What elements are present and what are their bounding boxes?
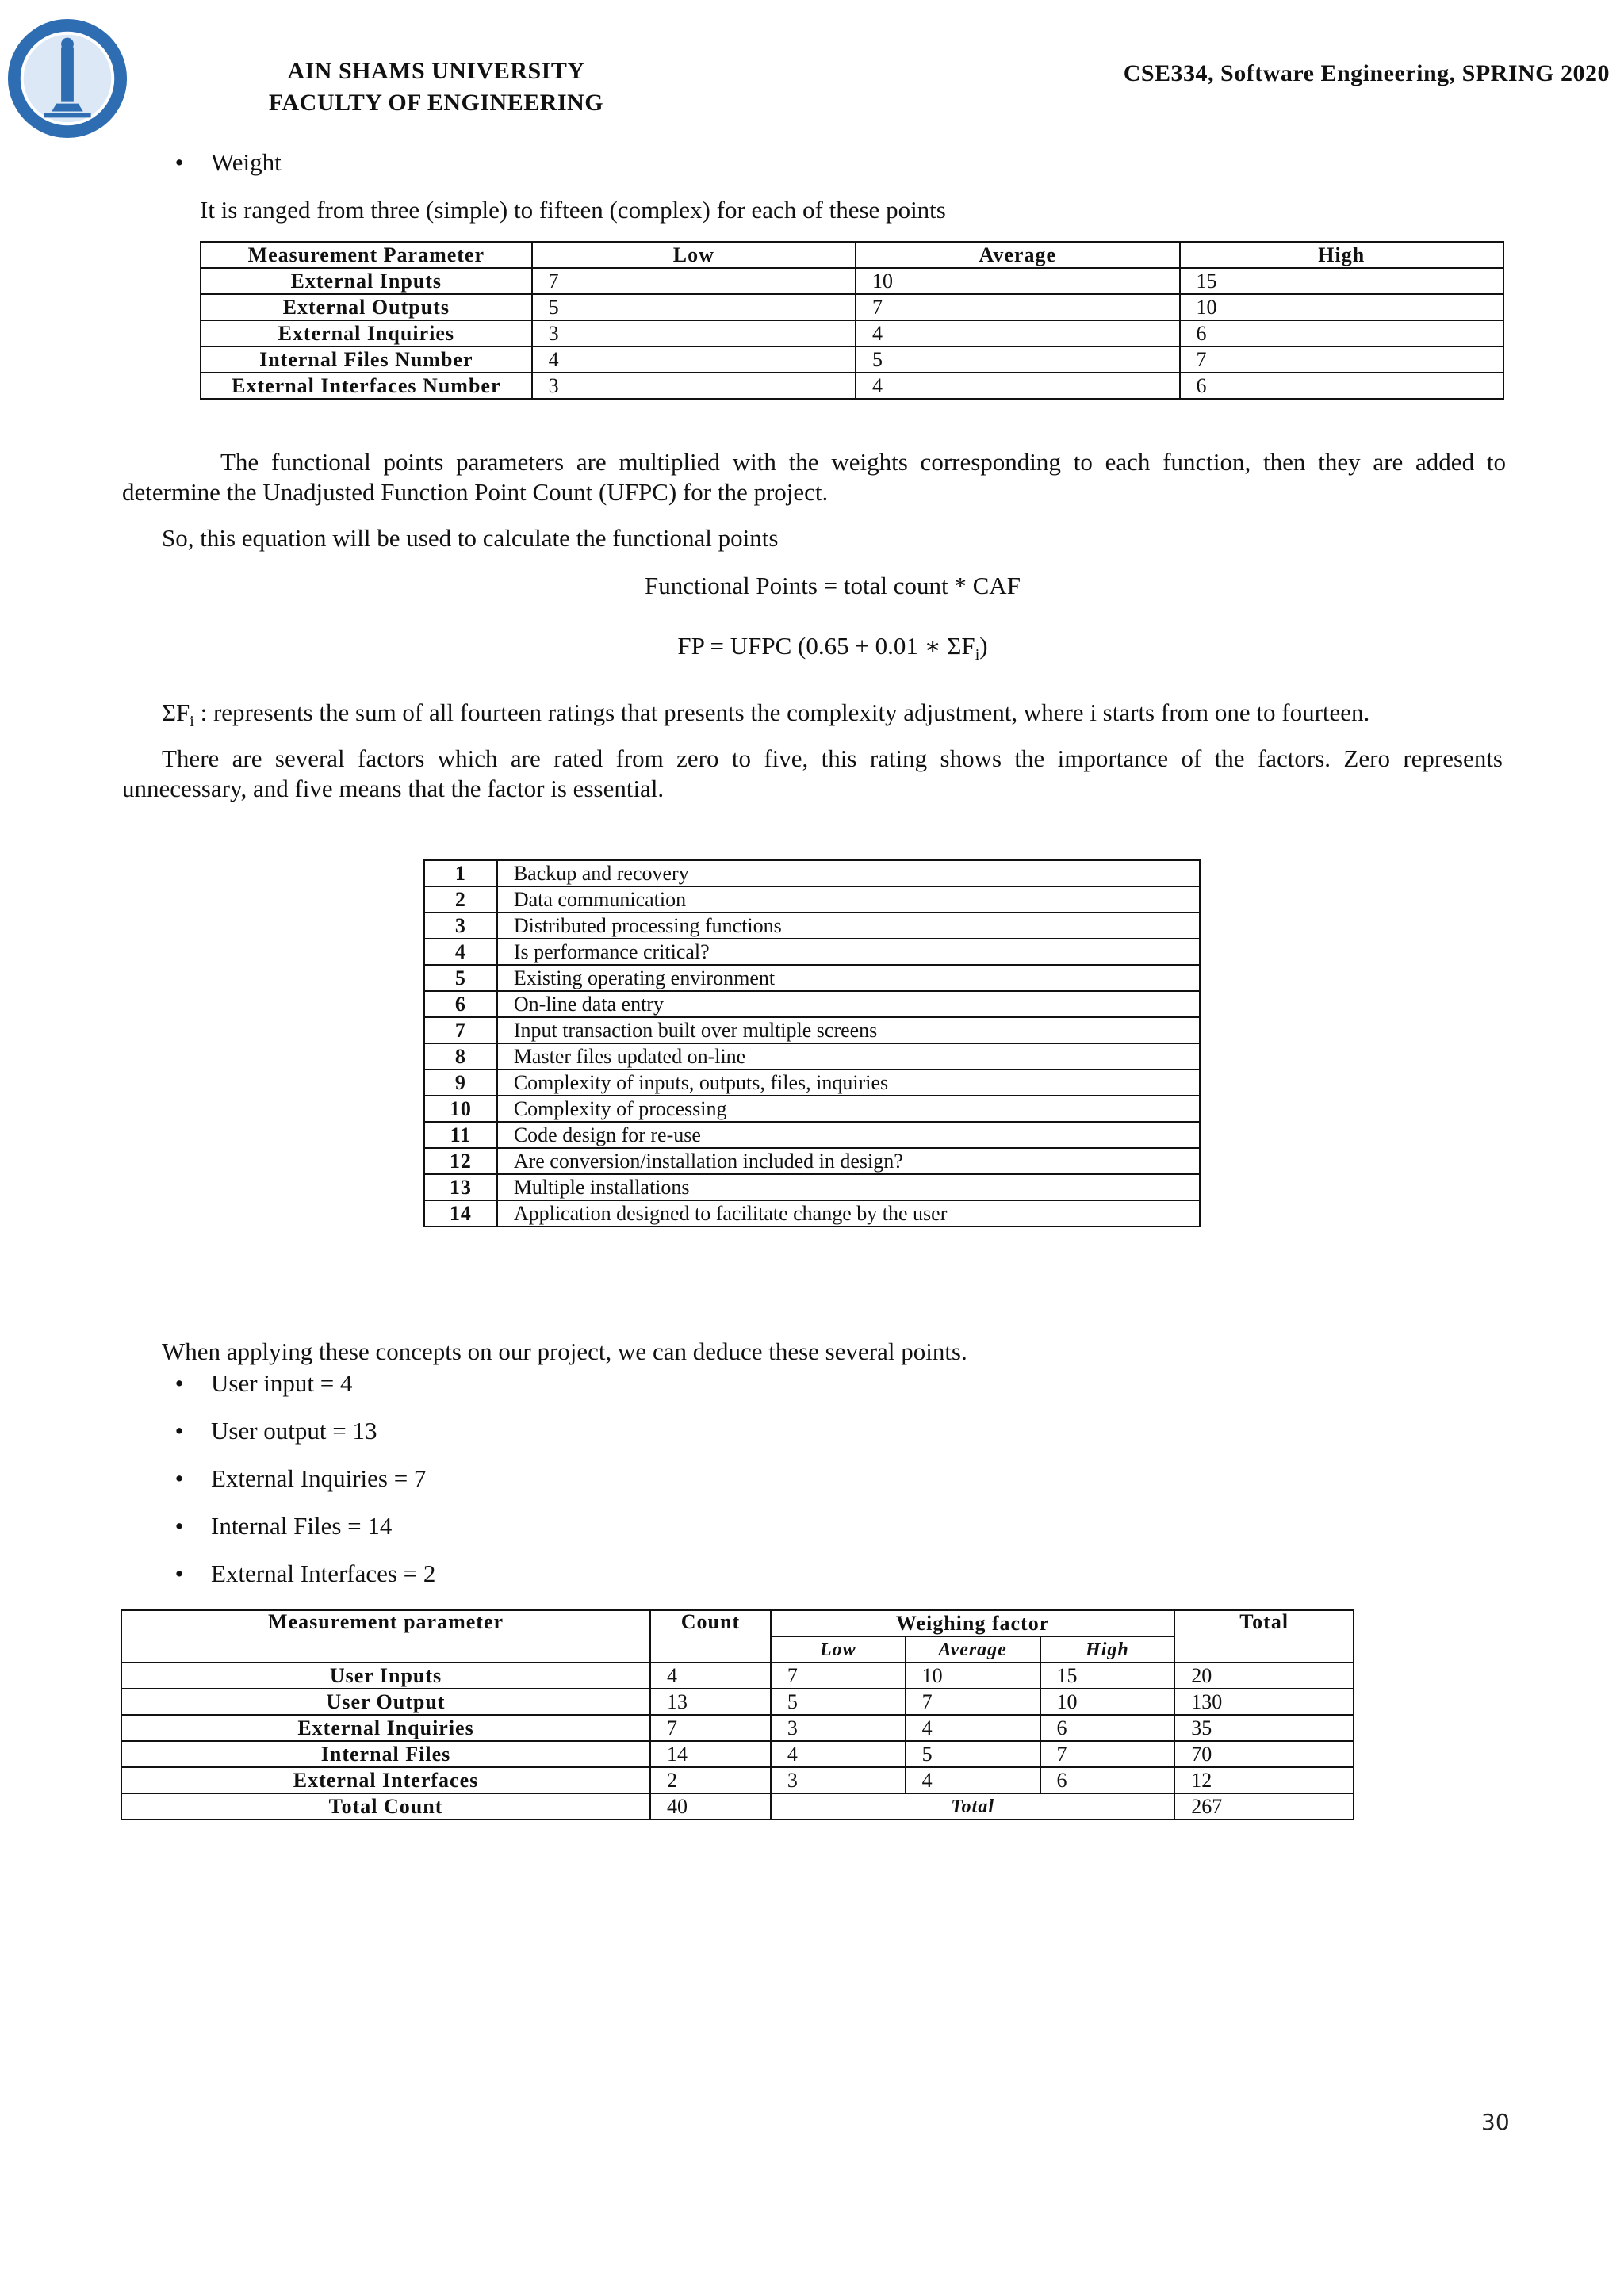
table-row [201, 346, 1503, 373]
factor-row [424, 939, 1200, 965]
value-cell: 3 [532, 373, 856, 399]
sigma-definition: $\Sigma F_i$ : represents the sum of all fourteen ratings that presents the complexity adjustment, where i starts from one to fourteen. [162, 698, 1370, 731]
value-cell: 7 [771, 1663, 906, 1689]
value-cell: 7 [1040, 1741, 1175, 1767]
project-point-text: Internal Files = 14 [211, 1512, 393, 1540]
factor-row [424, 1096, 1200, 1122]
function-point-count-table [121, 1609, 1354, 1820]
value-cell: 130 [1174, 1689, 1354, 1715]
factor-label: Existing operating environment [497, 965, 1200, 991]
value-cell: 35 [1174, 1715, 1354, 1741]
table-row [201, 373, 1503, 399]
factor-number: 9 [424, 1070, 497, 1096]
factor-row [424, 1148, 1200, 1174]
table-header-row [121, 1610, 1354, 1636]
value-cell: 7 [650, 1715, 771, 1741]
factor-row [424, 965, 1200, 991]
header-average: Average [906, 1636, 1040, 1663]
total-count-label: Total Count [121, 1793, 650, 1820]
value-cell: 6 [1040, 1715, 1175, 1741]
param-cell: External Interfaces [121, 1767, 650, 1793]
value-cell: 4 [771, 1741, 906, 1767]
table-row [121, 1689, 1354, 1715]
param-cell: External Inquiries [201, 320, 532, 346]
value-cell: 4 [906, 1767, 1040, 1793]
factor-row [424, 1200, 1200, 1226]
value-cell: 6 [1040, 1767, 1175, 1793]
factor-row [424, 913, 1200, 939]
factor-number: 13 [424, 1174, 497, 1200]
weight-intro: It is ranged from three (simple) to fifteen (complex) for each of these points [200, 196, 946, 224]
value-cell: 7 [856, 294, 1180, 320]
faculty-name: FACULTY OF ENGINEERING [268, 90, 604, 116]
factor-label: Multiple installations [497, 1174, 1200, 1200]
value-cell: 3 [771, 1767, 906, 1793]
param-cell: External Outputs [201, 294, 532, 320]
value-cell: 20 [1174, 1663, 1354, 1689]
header-cell: Low [532, 242, 856, 268]
weights-table [200, 241, 1504, 400]
factor-label: Master files updated on-line [497, 1043, 1200, 1070]
project-point-text: User output = 13 [211, 1417, 377, 1445]
factor-label: Complexity of processing [497, 1096, 1200, 1122]
factor-label: Data communication [497, 886, 1200, 913]
count-table-body [121, 1663, 1354, 1793]
factor-number: 8 [424, 1043, 497, 1070]
factor-number: 3 [424, 913, 497, 939]
factor-number: 5 [424, 965, 497, 991]
factor-row [424, 1174, 1200, 1200]
ufpc-paragraph-line1: The functional points parameters are multiplied with the weights corresponding to each function, then they are added to [220, 448, 1506, 476]
page-number: 30 [1481, 2109, 1510, 2135]
course-title: CSE334, Software Engineering, SPRING 2020 [1123, 60, 1610, 86]
bullet-icon: • [174, 1464, 184, 1492]
value-cell: 14 [650, 1741, 771, 1767]
value-cell: 4 [650, 1663, 771, 1689]
header-cell: High [1180, 242, 1503, 268]
factor-label: Input transaction built over multiple screens [497, 1017, 1200, 1043]
factor-row [424, 1070, 1200, 1096]
value-cell: 6 [1180, 373, 1503, 399]
factor-number: 12 [424, 1148, 497, 1174]
value-cell: 12 [1174, 1767, 1354, 1793]
table-row [121, 1715, 1354, 1741]
value-cell: 10 [856, 268, 1180, 294]
factor-label: Distributed processing functions [497, 913, 1200, 939]
factor-row [424, 1017, 1200, 1043]
project-point-item [174, 1559, 436, 1589]
table-row [121, 1663, 1354, 1689]
param-cell: Internal Files [121, 1741, 650, 1767]
project-point-text: User input = 4 [211, 1369, 353, 1397]
bullet-icon: • [174, 148, 184, 176]
value-cell: 10 [1180, 294, 1503, 320]
bullet-icon: • [174, 1512, 184, 1540]
value-cell: 10 [1040, 1689, 1175, 1715]
bullet-icon: • [174, 1417, 184, 1445]
header-count: Count [650, 1610, 771, 1663]
value-cell: 5 [906, 1741, 1040, 1767]
project-point-item [174, 1416, 377, 1446]
value-cell: 5 [856, 346, 1180, 373]
factor-row [424, 1122, 1200, 1148]
factors-paragraph-line1: There are several factors which are rated from zero to five, this rating shows the importance of the factors. Zero represents [162, 744, 1503, 772]
project-point-item [174, 1368, 353, 1399]
table-row [121, 1741, 1354, 1767]
total-count-value: 40 [650, 1793, 771, 1820]
value-cell: 70 [1174, 1741, 1354, 1767]
table-row [201, 320, 1503, 346]
factors-paragraph-line2: unnecessary, and five means that the factor is essential. [122, 775, 665, 802]
project-point-item [174, 1511, 393, 1541]
factor-number: 1 [424, 860, 497, 886]
factor-number: 7 [424, 1017, 497, 1043]
bullet-icon: • [174, 1369, 184, 1397]
project-point-item [174, 1464, 427, 1494]
factor-number: 4 [424, 939, 497, 965]
apply-paragraph: When applying these concepts on our project, we can deduce these several points. [162, 1337, 967, 1365]
param-cell: User Output [121, 1689, 650, 1715]
weight-bullet: • Weight [211, 147, 282, 178]
factor-label: On-line data entry [497, 991, 1200, 1017]
table-row [201, 294, 1503, 320]
equation-functional-points: Functional Points = total count * CAF [645, 572, 1021, 599]
factor-label: Are conversion/installation included in design? [497, 1148, 1200, 1174]
factor-row [424, 860, 1200, 886]
value-cell: 5 [771, 1689, 906, 1715]
value-cell: 3 [532, 320, 856, 346]
factor-label: Application designed to facilitate change by the user [497, 1200, 1200, 1226]
header-measurement-parameter: Measurement parameter [121, 1610, 650, 1663]
value-cell: 10 [906, 1663, 1040, 1689]
value-cell: 7 [1180, 346, 1503, 373]
table-row [121, 1767, 1354, 1793]
factor-label: Is performance critical? [497, 939, 1200, 965]
value-cell: 2 [650, 1767, 771, 1793]
bullet-icon: • [174, 1559, 184, 1587]
university-name: AIN SHAMS UNIVERSITY [287, 58, 585, 84]
value-cell: 6 [1180, 320, 1503, 346]
total-word: Total [771, 1793, 1174, 1820]
university-seal-logo [5, 16, 130, 141]
header-cell: Average [856, 242, 1180, 268]
value-cell: 4 [532, 346, 856, 373]
value-cell: 7 [532, 268, 856, 294]
complexity-factors-table [423, 859, 1201, 1227]
factor-number: 2 [424, 886, 497, 913]
factor-number: 11 [424, 1122, 497, 1148]
value-cell: 4 [856, 320, 1180, 346]
value-cell: 4 [856, 373, 1180, 399]
factor-label: Code design for re-use [497, 1122, 1200, 1148]
factor-number: 6 [424, 991, 497, 1017]
factor-row [424, 1043, 1200, 1070]
total-row [121, 1793, 1354, 1820]
factor-number: 10 [424, 1096, 497, 1122]
header-high: High [1040, 1636, 1175, 1663]
value-cell: 3 [771, 1715, 906, 1741]
equation-fp: FP = UFPC (0.65 + 0.01 ∗ $\Sigma F_i$) [677, 632, 988, 664]
ufpc-paragraph-line2: determine the Unadjusted Function Point Count (UFPC) for the project. [122, 478, 829, 506]
param-cell: External Interfaces Number [201, 373, 532, 399]
header-total: Total [1174, 1610, 1354, 1663]
header-low: Low [771, 1636, 906, 1663]
value-cell: 7 [906, 1689, 1040, 1715]
project-point-text: External Inquiries = 7 [211, 1464, 427, 1492]
param-cell: Internal Files Number [201, 346, 532, 373]
factor-row [424, 886, 1200, 913]
equation-intro: So, this equation will be used to calculate the functional points [162, 524, 779, 552]
header-cell: Measurement Parameter [201, 242, 532, 268]
value-cell: 15 [1040, 1663, 1175, 1689]
project-point-text: External Interfaces = 2 [211, 1559, 436, 1587]
value-cell: 5 [532, 294, 856, 320]
value-cell: 4 [906, 1715, 1040, 1741]
param-cell: External Inquiries [121, 1715, 650, 1741]
total-value: 267 [1174, 1793, 1354, 1820]
header-weighing-factor: Weighing factor [771, 1610, 1174, 1636]
param-cell: User Inputs [121, 1663, 650, 1689]
university-header [246, 55, 626, 119]
table-header-row [201, 242, 1503, 268]
value-cell: 13 [650, 1689, 771, 1715]
factor-number: 14 [424, 1200, 497, 1226]
factor-label: Backup and recovery [497, 860, 1200, 886]
value-cell: 15 [1180, 268, 1503, 294]
table-row [201, 268, 1503, 294]
factor-row [424, 991, 1200, 1017]
factor-label: Complexity of inputs, outputs, files, inquiries [497, 1070, 1200, 1096]
param-cell: External Inputs [201, 268, 532, 294]
